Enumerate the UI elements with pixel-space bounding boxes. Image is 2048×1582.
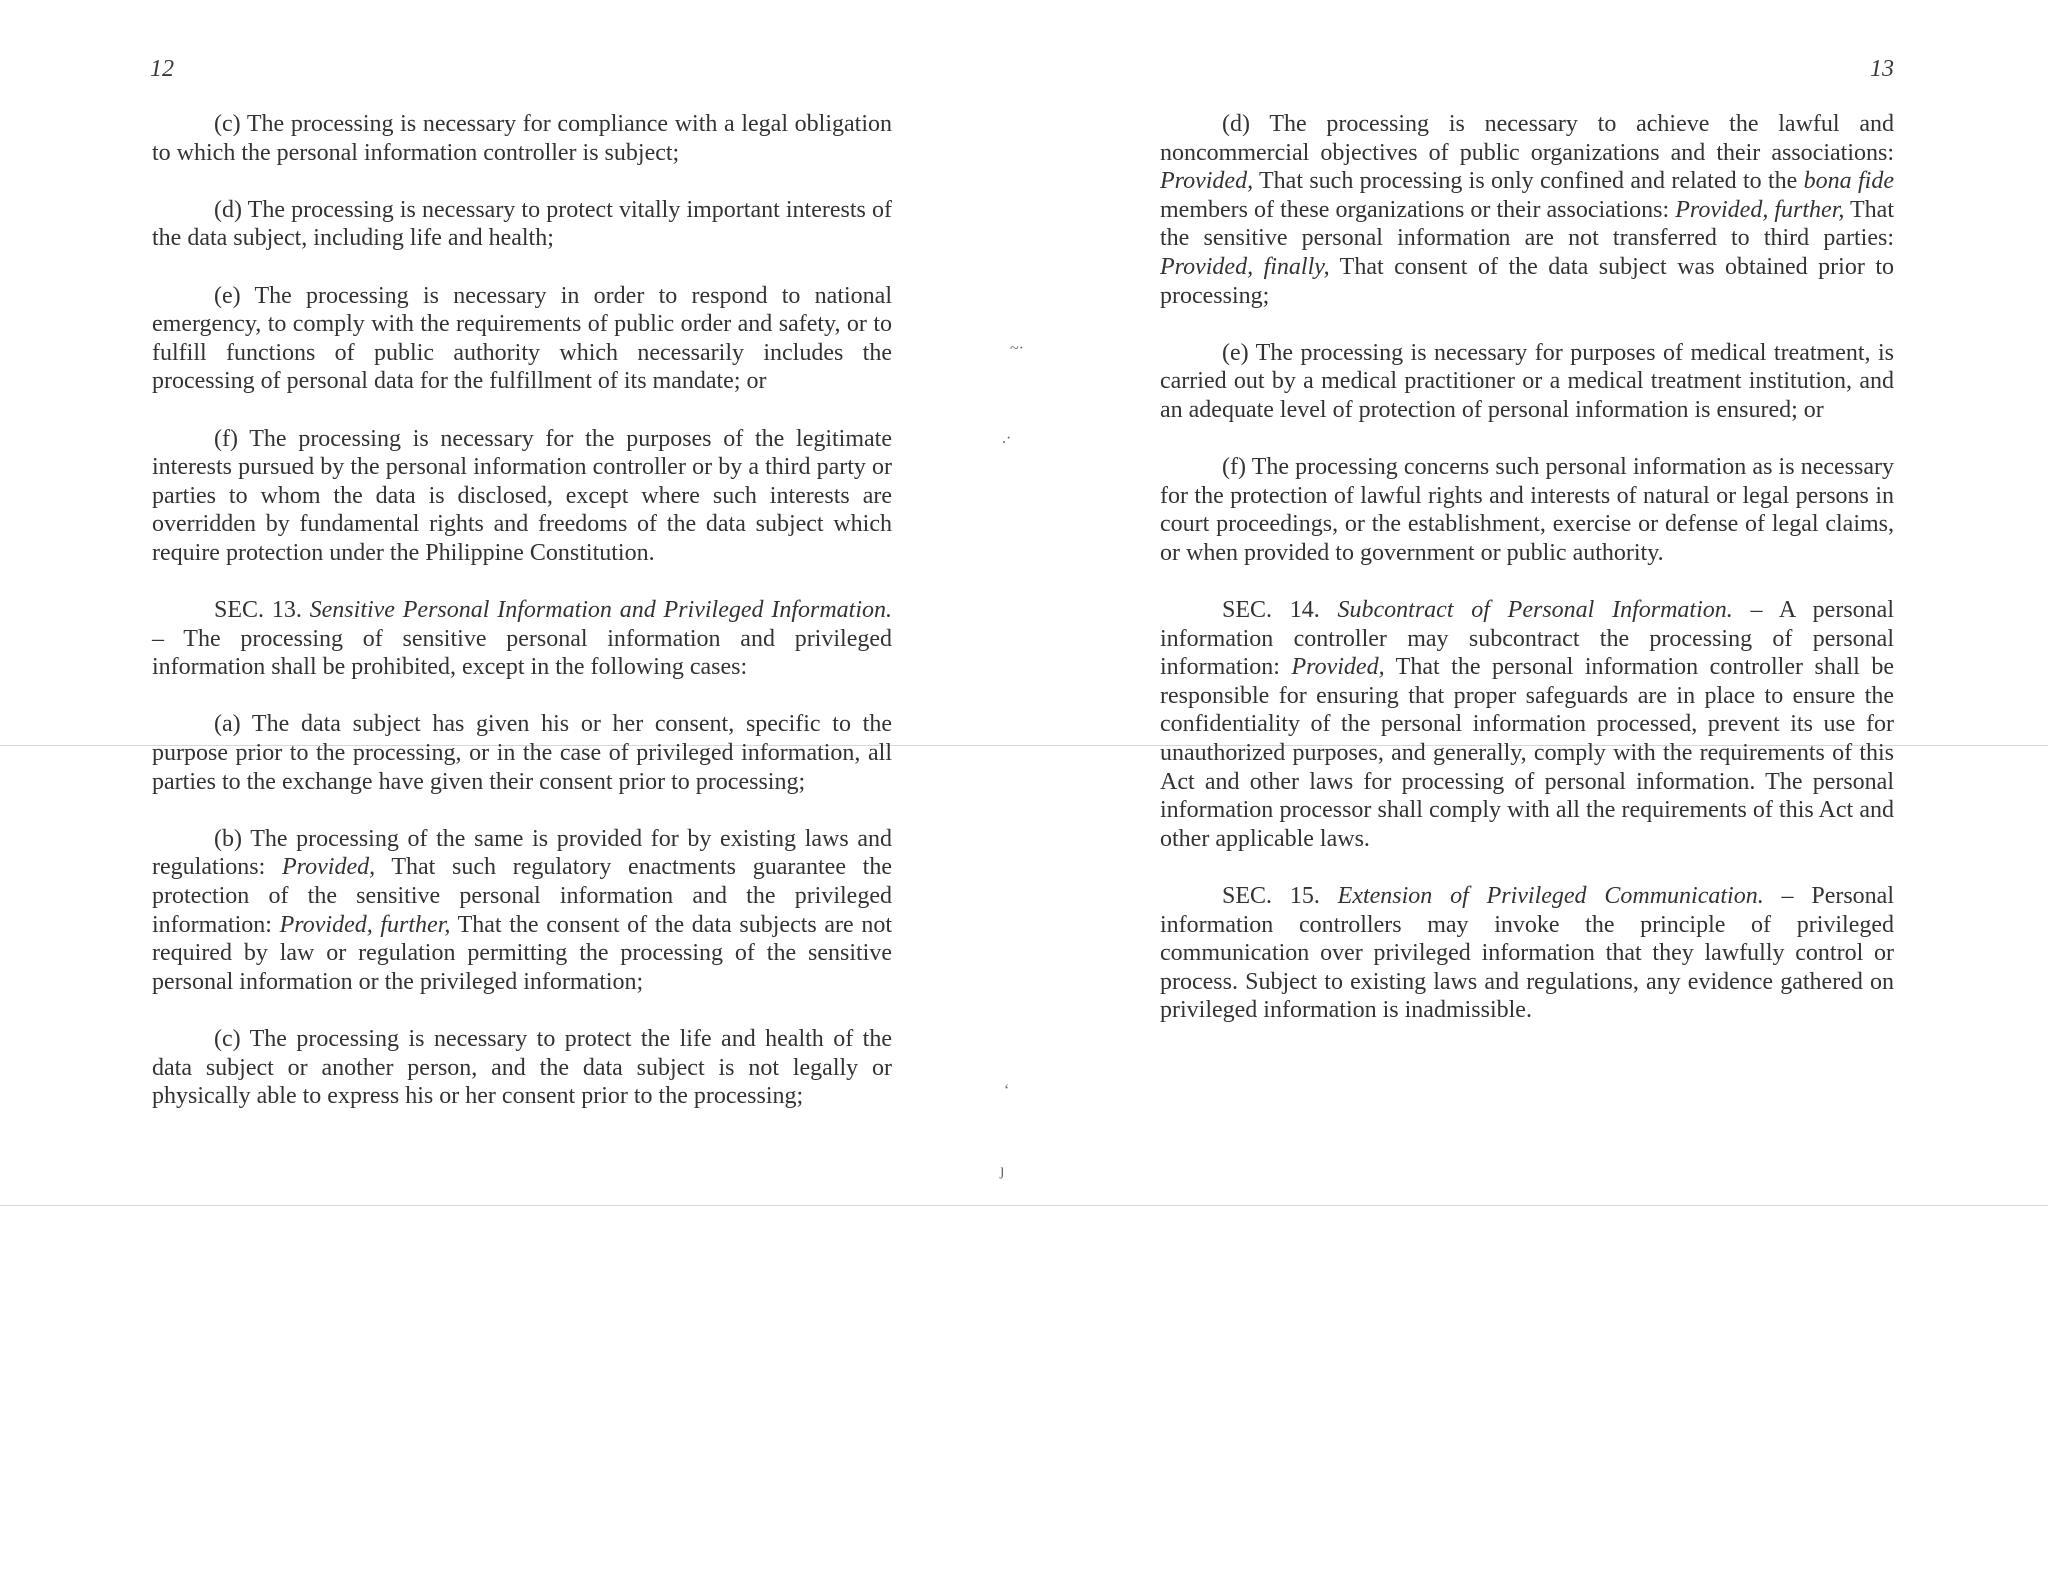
page-number-left: 12 (150, 56, 174, 82)
paragraph-12c: (c) The processing is necessary for compliance with a legal obligation to which the personal information controller is subject; (152, 111, 892, 166)
paragraph-13b (152, 825, 892, 997)
section-13-label: SEC. 13. (214, 597, 310, 624)
paragraph-12d: (d) The processing is necessary to protect vitally important interests of the data subject, including life and health; (152, 196, 892, 252)
scan-speck: .· (1002, 430, 1012, 447)
text-run: That such processing is only confined and related to the (1253, 168, 1804, 195)
text-run: (d) The processing is necessary to achieve the lawful and noncommercial objectives of public organizations and their associations: (1160, 111, 1894, 166)
section-15-body: – Personal information controllers may invoke the principle of privileged communication over privileged information that they lawfully control or process. Subject to existing laws and regulations, any evidence gathered on privileged information is inadmissible. (1160, 883, 1895, 1024)
section-13-heading (152, 596, 892, 682)
scan-fold-line (0, 1205, 2048, 1206)
text-run: That consent of the data subject was obtained prior to processing; (1160, 253, 1894, 309)
text-run: members of these organizations or their associations: (1160, 196, 1676, 223)
right-page-column (1160, 110, 1894, 1054)
scan-speck: ʻ (1004, 1082, 1010, 1099)
section-14-title: Subcontract of Personal Information. (1337, 597, 1733, 624)
paragraph-13c: (c) The processing is necessary to protect the life and health of the data subject or another person, and the data subject is not legally or physically able to express his or her consent prior to the processing; (152, 1026, 892, 1110)
text-run: (b) The processing of the same is provided for by existing laws and regulations: (152, 825, 892, 881)
emphasis-run: Provided, (282, 854, 376, 881)
section-14-label: SEC. 14. (1222, 597, 1338, 624)
emphasis-run: Provided, (1291, 654, 1385, 681)
paragraph-12f: (f) The processing is necessary for the purposes of the legitimate interests pursued by the personal information controller or by a third party or parties to whom the data is disclosed, except where such interests are overridden by fundamental rights and freedoms of the data subject which require protection under the Philippine Constitution. (152, 425, 892, 566)
emphasis-run: bona fide (1803, 168, 1894, 195)
page-number-right: 13 (1870, 56, 1894, 82)
left-page-column (152, 110, 892, 1139)
section-13-title: Sensitive Personal Information and Privileged Information. (309, 597, 892, 624)
emphasis-run: Provided, (1160, 168, 1254, 195)
section-15 (1160, 882, 1894, 1025)
paragraph-13d (1160, 110, 1894, 310)
text-run: That the consent of the data subjects are not required by law or regulation permitting the processing of the sensitive personal information or the privileged information; (152, 911, 893, 995)
paragraph-13e: (e) The processing is necessary for purposes of medical treatment, is carried out by a medical practitioner or a medical treatment institution, and an adequate level of protection of personal information is ensured; or (1160, 339, 1894, 423)
text-run: That such regulatory enactments guarantee the protection of the sensitive personal information and the privileged information: (152, 854, 892, 938)
text-run: That the personal information controller shall be responsible for ensuring that proper safeguards are in place to ensure the confidentiality of the personal information processed, prevent its use for unauthorized purposes, and generally, comply with the requirements of this Act and other laws for processing of personal information. The personal information processor shall comply with all the requirements of this Act and other applicable laws. (1160, 654, 1894, 852)
section-15-title: Extension of Privileged Communication. (1337, 883, 1764, 910)
emphasis-run: Provided, further, (279, 911, 451, 938)
paragraph-12e: (e) The processing is necessary in order to respond to national emergency, to comply with the requirements of public order and safety, or to fulfill functions of public authority which necessarily includes the processing of personal data for the fulfillment of its mandate; or (152, 282, 892, 395)
paragraph-13f: (f) The processing concerns such personal information as is necessary for the protection of lawful rights and interests of natural or legal persons in court proceedings, or the establishment, exercise or defense of legal claims, or when provided to government or public authority. (1160, 454, 1894, 566)
text-run: – A personal information controller may subcontract the processing of personal information: (1160, 597, 1894, 681)
section-13-body: – The processing of sensitive personal information and privileged information shall be prohibited, except in the following cases: (152, 625, 892, 681)
section-14 (1160, 596, 1894, 853)
scan-speck: ȷ (1000, 1162, 1005, 1179)
section-15-label: SEC. 15. (1222, 883, 1338, 910)
paragraph-13a: (a) The data subject has given his or her consent, specific to the purpose prior to the processing, or in the case of privileged information, all parties to the exchange have given their consent prior to processing; (152, 711, 892, 795)
scan-speck: ~· (1010, 340, 1024, 357)
text-run: That the sensitive personal information are not transferred to third parties: (1160, 196, 1895, 252)
emphasis-run: Provided, finally, (1160, 253, 1330, 280)
emphasis-run: Provided, further, (1675, 196, 1845, 223)
